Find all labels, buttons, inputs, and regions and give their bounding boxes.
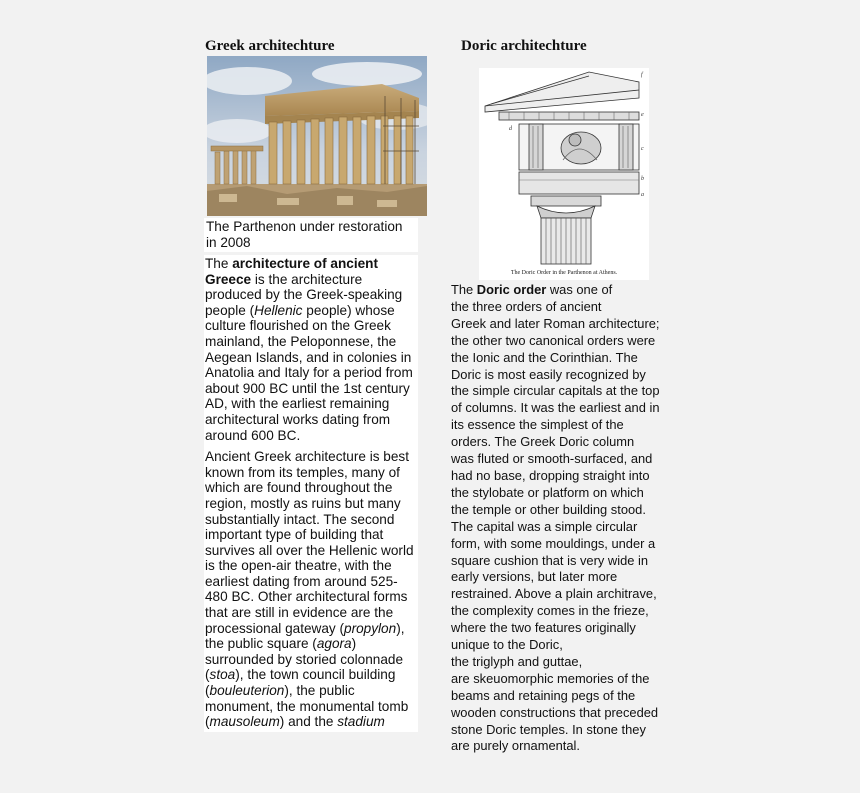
italic-term: stadium [337, 714, 385, 730]
photo-caption [204, 218, 418, 252]
italic-term: stoa [209, 667, 236, 683]
text-run: stone Doric temples. In stone they [451, 721, 646, 737]
photo-caption-line-1: The Parthenon under restoration [206, 219, 403, 234]
text-run: the other two canonical orders were [451, 332, 656, 348]
text-line [451, 671, 661, 688]
text-line [451, 367, 661, 384]
text-run: the stylobate or platform on which [451, 484, 644, 500]
text-run: orders. The Greek Doric column [451, 434, 635, 450]
text-line [451, 316, 661, 333]
text-line [451, 519, 661, 536]
text-line [451, 485, 661, 502]
italic-term: Hellenic [254, 302, 303, 318]
text-line [451, 282, 661, 299]
text-run: Ancient Greek architecture is best known from its temples, many of which are found throughout the region, mostly as ruins but many substantially intact. The second important type of building that survives all over the Hellenic world is the open-air theatre, with the earliest dating from around 525-480 BC. Other architectural forms that are still in evidence are the processional gateway ( [205, 449, 414, 636]
text-run: are purely ornamental. [451, 738, 580, 754]
right-article-text [451, 282, 661, 755]
paragraph-architecture [205, 256, 416, 443]
left-heading: Greek architechture [205, 38, 335, 54]
text-run: the three orders of ancient [451, 298, 602, 314]
text-run: early versions, but later more [451, 569, 618, 585]
text-line [451, 468, 661, 485]
text-run: the simple circular capitals at the top [451, 383, 660, 399]
text-run: The [451, 282, 477, 297]
text-line [451, 637, 661, 654]
text-run: the complexity comes in the frieze, [451, 603, 649, 619]
left-article-text [204, 255, 418, 732]
parthenon-photo [207, 56, 427, 216]
engraving-letter: e [641, 112, 644, 118]
text-run: restrained. Above a plain architrave, [451, 586, 657, 602]
text-run: where the two features originally [451, 620, 636, 636]
text-line [451, 553, 661, 570]
photo-caption-line-2: in 2008 [206, 235, 251, 250]
doric-order-engraving [479, 68, 649, 280]
engraving-letter: f [641, 72, 643, 78]
text-run: was one of [546, 282, 613, 297]
text-line [451, 333, 661, 350]
engraving-caption: The Doric Order in the Parthenon at Athens. [510, 270, 618, 276]
italic-term: propylon [344, 620, 397, 636]
text-line [451, 620, 661, 637]
text-run: The [205, 256, 233, 271]
italic-term: bouleuterion [209, 683, 285, 699]
text-run: ), the town council building ( [205, 667, 396, 699]
text-run: Greek and later Roman architecture; [451, 315, 660, 331]
text-run: the Ionic and the Corinthian. The [451, 349, 638, 365]
text-run: of columns. It was the earliest and in [451, 400, 660, 416]
text-line [451, 502, 661, 519]
bold-term: architecture of ancient Greece [205, 256, 378, 287]
engraving-letter: d [509, 126, 512, 132]
text-run: was fluted or smooth-surfaced, and [451, 451, 653, 467]
bold-term: Doric order [476, 282, 547, 297]
text-line [451, 350, 661, 367]
text-line [451, 586, 661, 603]
text-line [451, 299, 661, 316]
text-line [451, 705, 661, 722]
text-run: the temple or other building stood. [451, 501, 646, 517]
text-line [451, 722, 661, 739]
engraving-letter: c [641, 146, 644, 152]
text-run: ) surrounded by storied colonnade ( [205, 636, 403, 683]
text-line [451, 417, 661, 434]
text-line [451, 536, 661, 553]
engraving-letter: a [641, 192, 644, 198]
italic-term: agora [316, 636, 352, 652]
text-run: unique to the Doric, [451, 637, 563, 653]
text-run: had no base, dropping straight into [451, 467, 650, 483]
text-run: ), the public square ( [205, 620, 405, 652]
text-run: ), the public monument, the monumental tomb ( [205, 683, 409, 730]
engraving-letter: b [641, 176, 644, 182]
text-line [451, 434, 661, 451]
text-run: ) and the [279, 714, 338, 730]
text-run: is the architecture produced by the Greek-speaking people ( [205, 271, 403, 318]
text-run: the triglyph and guttae, [451, 653, 583, 669]
text-line [451, 383, 661, 400]
text-line [451, 451, 661, 468]
text-run: Doric is most easily recognized by [451, 366, 646, 382]
text-line [451, 569, 661, 586]
text-run: square cushion that is very wide in [451, 552, 649, 568]
text-run: The capital was a simple circular [451, 518, 638, 534]
text-run: people) whose culture flourished on the Greek mainland, the Peloponnese, the Aegean Islands, and in colonies in Anatolia and Italy for a period from about 900 BC until the 1st century AD, with the earliest remaining architectural works dating from around 600 BC. [205, 302, 413, 443]
text-run: wooden constructions that preceded [451, 704, 659, 720]
text-run: are skeuomorphic memories of the [451, 670, 650, 686]
text-run: its essence the simplest of the [451, 417, 624, 433]
paragraph-temples [205, 449, 416, 730]
right-heading: Doric architechture [461, 38, 587, 54]
text-line [451, 603, 661, 620]
text-line [451, 654, 661, 671]
text-line [451, 688, 661, 705]
italic-term: mausoleum [209, 714, 280, 730]
text-line [451, 738, 661, 755]
text-run: form, with some mouldings, under a [451, 535, 656, 551]
text-run: beams and retaining pegs of the [451, 687, 636, 703]
text-line [451, 400, 661, 417]
